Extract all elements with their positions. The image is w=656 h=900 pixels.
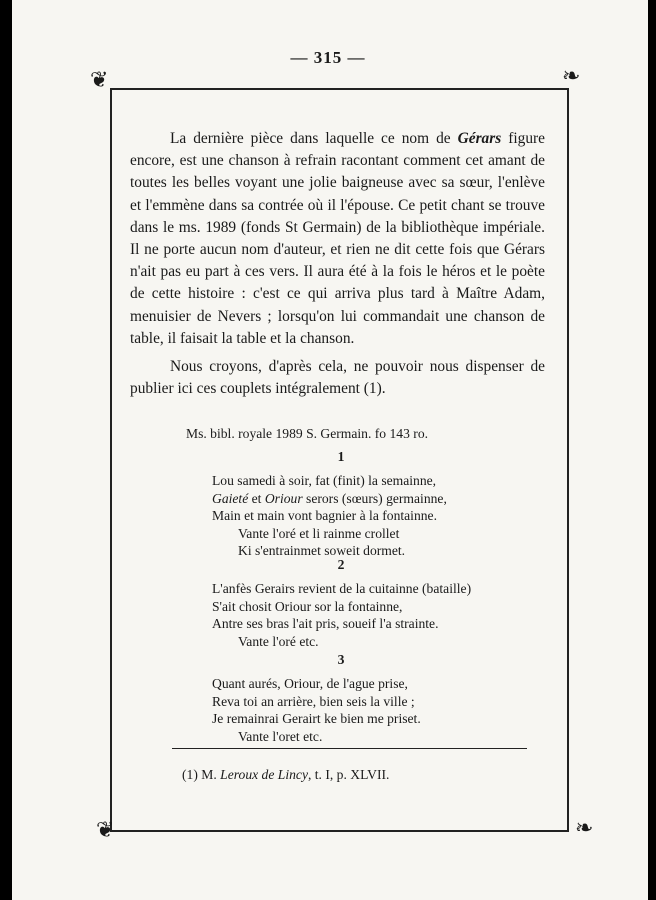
page-number: — 315 — — [290, 48, 366, 67]
stanza-number-2: 2 — [337, 557, 345, 572]
stanza-2 — [212, 580, 542, 650]
footnote-marker: (1) M. — [182, 767, 221, 782]
verse-line: Je remainrai Gerairt ke bien me priset. — [212, 711, 421, 727]
verse-line: Antre ses bras l'ait pris, soueif l'a strainte. — [212, 616, 439, 632]
paragraph-2: Nous croyons, d'après cela, ne pouvoir nous dispenser de publier ici ces couplets intégralement (1). — [130, 358, 545, 398]
verse-line: Reva toi an arrière, bien seis la ville ; — [212, 693, 415, 709]
body-text — [130, 128, 545, 400]
refrain-line: Vante l'oré et li rainme crollet — [238, 525, 400, 541]
verse-text: et — [248, 490, 265, 506]
footnote-divider — [172, 748, 527, 749]
verse-line: Main et main vont bagnier à la fontainne. — [212, 508, 437, 524]
stanza-number-3: 3 — [337, 652, 345, 667]
footnote-author: Leroux de Lincy — [220, 767, 308, 782]
name-gaiete: Gaieté — [212, 490, 249, 506]
paragraph-1-rest: figure encore, est une chanson à refrain racontant comment cet amant de toutes les belles voyant une jolie baigneuse avec sa sœur, l'enlève et l'emmène dans sa contrée où il l'épouse. Ce petit chant se trouve dans le ms. 1989 (fonds St Germain) de la bibliothèque impériale. Il ne porte aucun nom d'auteur, et rien ne dit cette fois que Gérars n'ait pas eu part à ces vers. Il aura été à la fois le héros et le poète de cette histoire : c'est ce qui arriva plus tard à Maître Adam, menuisier de Nevers ; lorsqu'on lui commandait une chanson de table, il faisait la table et la chanson. — [130, 130, 545, 347]
refrain-line: Vante l'oré etc. — [238, 633, 319, 649]
verse-line: Lou samedi à soir, fat (finit) la semainne, — [212, 473, 437, 488]
corner-ornament-icon: ❦ — [96, 818, 115, 843]
footnote-reference: , t. I, p. XLVII. — [307, 767, 390, 782]
stanza-number-1: 1 — [337, 449, 345, 464]
refrain-line: Ki s'entrainmet soweit dormet. — [238, 543, 406, 559]
corner-ornament-icon: ❦ — [90, 68, 109, 93]
corner-ornament-icon: ❧ — [562, 64, 581, 89]
paragraph-1 — [130, 128, 545, 350]
corner-ornament-icon: ❧ — [575, 816, 594, 841]
verse-line: Quant aurés, Oriour, de l'ague prise, — [212, 676, 408, 691]
stanza-1 — [212, 472, 542, 560]
paragraph-1-start: La dernière pièce dans laquelle ce nom de — [170, 130, 458, 147]
footnote — [182, 766, 542, 784]
manuscript-source: Ms. bibl. royale 1989 S. Germain. fo 143 ro. — [186, 426, 429, 441]
verse-line: S'ait chosit Oriour sor la fontainne, — [212, 598, 403, 614]
stanza-3 — [212, 675, 542, 745]
name-gerars: Gérars — [457, 130, 502, 147]
refrain-line: Vante l'oret etc. — [238, 728, 323, 744]
name-oriour: Oriour — [264, 490, 303, 506]
verse-line — [212, 490, 542, 508]
verse-text: serors (sœurs) germainne, — [302, 490, 447, 506]
verse-line: L'anfès Gerairs revient de la cuitainne (bataille) — [212, 581, 472, 596]
